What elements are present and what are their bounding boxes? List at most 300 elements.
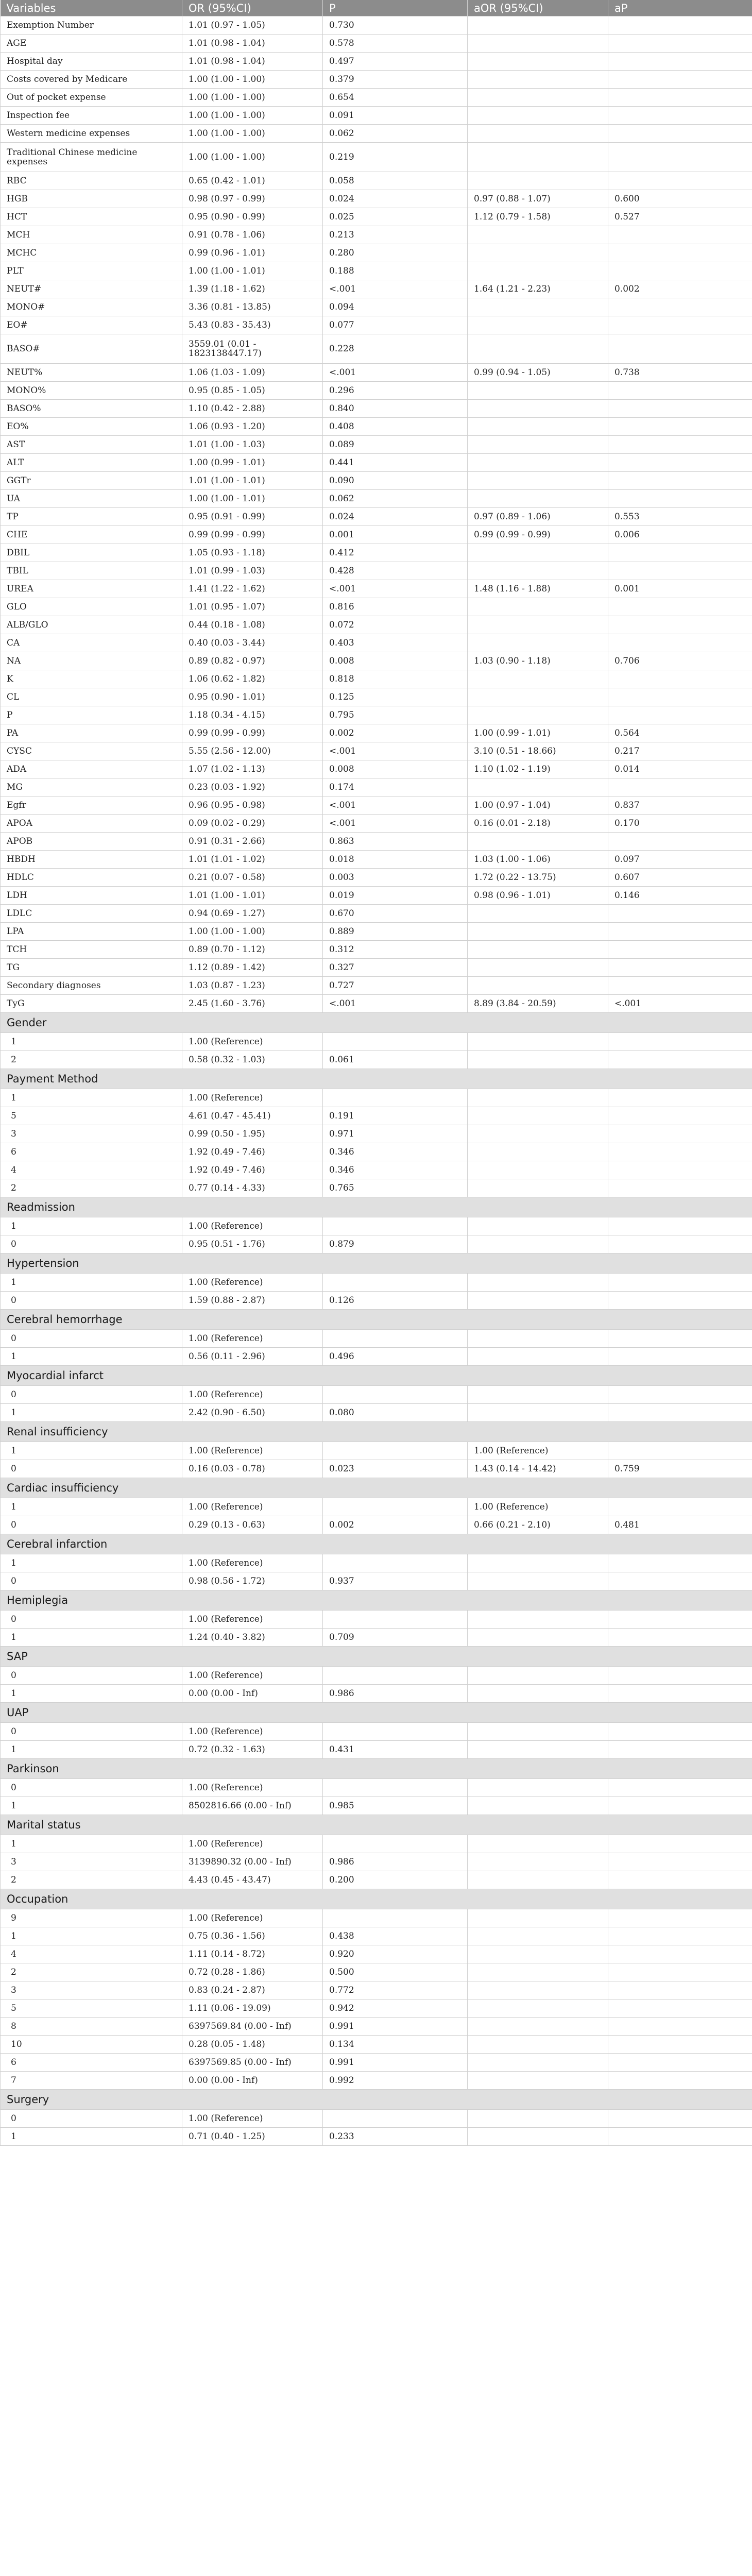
aor-cell bbox=[468, 959, 608, 977]
level-row bbox=[1, 1779, 752, 1797]
p-value-cell: 0.730 bbox=[323, 16, 468, 35]
variable-cell: MONO# bbox=[1, 298, 182, 316]
category-row bbox=[1, 1310, 752, 1330]
or-cell: 1.07 (1.02 - 1.13) bbox=[182, 760, 323, 778]
aor-cell bbox=[468, 1927, 608, 1945]
variable-cell: MG bbox=[1, 778, 182, 796]
variable-row bbox=[1, 400, 752, 418]
p-value-cell: 0.023 bbox=[323, 1460, 468, 1478]
variable-cell: 1 bbox=[1, 1089, 182, 1107]
p-value-cell: 0.062 bbox=[323, 490, 468, 508]
level-row bbox=[1, 1853, 752, 1871]
p-value-cell: 0.191 bbox=[323, 1107, 468, 1125]
aor-cell bbox=[468, 298, 608, 316]
variable-row bbox=[1, 887, 752, 905]
p-value-cell: 0.500 bbox=[323, 1963, 468, 1981]
aor-cell bbox=[468, 1051, 608, 1069]
or-cell: 0.28 (0.05 - 1.48) bbox=[182, 2036, 323, 2054]
aor-cell bbox=[468, 1386, 608, 1404]
variable-cell: AST bbox=[1, 436, 182, 454]
variable-row bbox=[1, 526, 752, 544]
variable-row bbox=[1, 364, 752, 382]
variable-row bbox=[1, 472, 752, 490]
variable-cell: 2 bbox=[1, 1179, 182, 1197]
variable-cell: Inspection fee bbox=[1, 107, 182, 125]
ap-value-cell bbox=[608, 418, 752, 436]
level-row bbox=[1, 1161, 752, 1179]
variable-cell: 0 bbox=[1, 1723, 182, 1741]
variable-cell: DBIL bbox=[1, 544, 182, 562]
variable-row bbox=[1, 125, 752, 143]
or-cell: 1.00 (1.00 - 1.00) bbox=[182, 923, 323, 941]
variable-row bbox=[1, 89, 752, 107]
variable-cell: Traditional Chinese medicine expenses bbox=[1, 143, 182, 172]
variable-cell: Egfr bbox=[1, 796, 182, 815]
level-row bbox=[1, 2072, 752, 2090]
or-cell: 1.00 (1.00 - 1.00) bbox=[182, 107, 323, 125]
variable-row bbox=[1, 634, 752, 652]
category-label: Payment Method bbox=[1, 1069, 752, 1089]
or-cell: 1.00 (Reference) bbox=[182, 1033, 323, 1051]
ap-value-cell bbox=[608, 262, 752, 280]
p-value-cell: 0.654 bbox=[323, 89, 468, 107]
p-value-cell: <.001 bbox=[323, 580, 468, 598]
variable-row bbox=[1, 382, 752, 400]
ap-value-cell bbox=[608, 490, 752, 508]
aor-cell bbox=[468, 1871, 608, 1889]
p-value-cell: 0.219 bbox=[323, 143, 468, 172]
variable-cell: TBIL bbox=[1, 562, 182, 580]
level-row bbox=[1, 1723, 752, 1741]
aor-cell: 1.12 (0.79 - 1.58) bbox=[468, 208, 608, 226]
ap-value-cell bbox=[608, 1741, 752, 1759]
p-value-cell: 0.818 bbox=[323, 670, 468, 688]
aor-cell bbox=[468, 226, 608, 244]
variable-cell: GLO bbox=[1, 598, 182, 616]
variable-cell: 0 bbox=[1, 1611, 182, 1629]
p-value-cell bbox=[323, 1667, 468, 1685]
ap-value-cell bbox=[608, 544, 752, 562]
or-cell: 1.01 (0.95 - 1.07) bbox=[182, 598, 323, 616]
variable-cell: LPA bbox=[1, 923, 182, 941]
aor-cell bbox=[468, 2128, 608, 2146]
p-value-cell: 0.670 bbox=[323, 905, 468, 923]
p-value-cell: 0.412 bbox=[323, 544, 468, 562]
p-value-cell: 0.280 bbox=[323, 244, 468, 262]
aor-cell bbox=[468, 1235, 608, 1253]
variable-row bbox=[1, 143, 752, 172]
p-value-cell: 0.379 bbox=[323, 71, 468, 89]
aor-cell bbox=[468, 778, 608, 796]
ap-value-cell bbox=[608, 1554, 752, 1572]
ap-value-cell bbox=[608, 1442, 752, 1460]
p-value-cell: 0.008 bbox=[323, 760, 468, 778]
or-cell: 1.00 (Reference) bbox=[182, 1442, 323, 1460]
or-cell: 0.72 (0.28 - 1.86) bbox=[182, 1963, 323, 1981]
variable-cell: 6 bbox=[1, 1143, 182, 1161]
or-cell: 0.95 (0.51 - 1.76) bbox=[182, 1235, 323, 1253]
variable-cell: AGE bbox=[1, 35, 182, 53]
or-cell: 1.00 (Reference) bbox=[182, 1779, 323, 1797]
variable-cell: K bbox=[1, 670, 182, 688]
ap-value-cell bbox=[608, 143, 752, 172]
ap-value-cell bbox=[608, 244, 752, 262]
ap-value-cell: 0.481 bbox=[608, 1516, 752, 1534]
aor-cell bbox=[468, 1143, 608, 1161]
p-value-cell: 0.126 bbox=[323, 1292, 468, 1310]
p-value-cell: 0.431 bbox=[323, 1741, 468, 1759]
level-row bbox=[1, 1572, 752, 1590]
p-value-cell: 0.709 bbox=[323, 1629, 468, 1647]
or-cell: 0.29 (0.13 - 0.63) bbox=[182, 1516, 323, 1534]
or-cell: 0.58 (0.32 - 1.03) bbox=[182, 1051, 323, 1069]
variable-cell: BASO# bbox=[1, 334, 182, 364]
p-value-cell: 0.816 bbox=[323, 598, 468, 616]
aor-cell bbox=[468, 71, 608, 89]
p-value-cell: 0.986 bbox=[323, 1685, 468, 1703]
p-value-cell bbox=[323, 1611, 468, 1629]
variable-cell: 1 bbox=[1, 1033, 182, 1051]
or-cell: 0.21 (0.07 - 0.58) bbox=[182, 869, 323, 887]
p-value-cell: 0.001 bbox=[323, 526, 468, 544]
p-value-cell: 0.795 bbox=[323, 706, 468, 724]
aor-cell bbox=[468, 1572, 608, 1590]
variable-row bbox=[1, 490, 752, 508]
level-row bbox=[1, 1089, 752, 1107]
variable-row bbox=[1, 35, 752, 53]
aor-cell: 0.16 (0.01 - 2.18) bbox=[468, 815, 608, 833]
ap-value-cell bbox=[608, 1723, 752, 1741]
ap-value-cell bbox=[608, 833, 752, 851]
or-cell: 1.01 (0.98 - 1.04) bbox=[182, 53, 323, 71]
variable-row bbox=[1, 598, 752, 616]
or-cell: 0.75 (0.36 - 1.56) bbox=[182, 1927, 323, 1945]
category-label: Myocardial infarct bbox=[1, 1366, 752, 1386]
aor-cell bbox=[468, 1107, 608, 1125]
ap-value-cell bbox=[608, 1963, 752, 1981]
variable-row bbox=[1, 995, 752, 1013]
variable-cell: 1 bbox=[1, 1741, 182, 1759]
ap-value-cell: 0.564 bbox=[608, 724, 752, 742]
variable-cell: 0 bbox=[1, 1516, 182, 1534]
p-value-cell: 0.024 bbox=[323, 190, 468, 208]
ap-value-cell: 0.006 bbox=[608, 526, 752, 544]
variable-cell: HDLC bbox=[1, 869, 182, 887]
p-value-cell bbox=[323, 1909, 468, 1927]
level-row bbox=[1, 1554, 752, 1572]
aor-cell bbox=[468, 1292, 608, 1310]
variable-cell: 0 bbox=[1, 2110, 182, 2128]
or-cell: 0.09 (0.02 - 0.29) bbox=[182, 815, 323, 833]
ap-value-cell bbox=[608, 1143, 752, 1161]
ap-value-cell bbox=[608, 1051, 752, 1069]
p-value-cell: 0.174 bbox=[323, 778, 468, 796]
p-value-cell: <.001 bbox=[323, 364, 468, 382]
level-row bbox=[1, 1051, 752, 1069]
variable-cell: 1 bbox=[1, 1629, 182, 1647]
variable-row bbox=[1, 190, 752, 208]
variable-cell: 1 bbox=[1, 1685, 182, 1703]
aor-cell bbox=[468, 262, 608, 280]
header-row bbox=[1, 0, 752, 16]
aor-cell bbox=[468, 490, 608, 508]
ap-value-cell bbox=[608, 53, 752, 71]
aor-cell bbox=[468, 616, 608, 634]
column-header-aor: aOR (95%CI) bbox=[468, 0, 608, 16]
variable-cell: UREA bbox=[1, 580, 182, 598]
ap-value-cell bbox=[608, 382, 752, 400]
variable-cell: CHE bbox=[1, 526, 182, 544]
aor-cell bbox=[468, 2072, 608, 2090]
or-cell: 1.06 (0.93 - 1.20) bbox=[182, 418, 323, 436]
aor-cell bbox=[468, 1404, 608, 1422]
ap-value-cell bbox=[608, 298, 752, 316]
ap-value-cell: <.001 bbox=[608, 995, 752, 1013]
aor-cell: 3.10 (0.51 - 18.66) bbox=[468, 742, 608, 760]
or-cell: 1.00 (Reference) bbox=[182, 1217, 323, 1235]
aor-cell bbox=[468, 1611, 608, 1629]
ap-value-cell bbox=[608, 1217, 752, 1235]
level-row bbox=[1, 2054, 752, 2072]
p-value-cell: 0.213 bbox=[323, 226, 468, 244]
ap-value-cell bbox=[608, 1404, 752, 1422]
ap-value-cell bbox=[608, 436, 752, 454]
ap-value-cell bbox=[608, 1348, 752, 1366]
or-cell: 1.06 (1.03 - 1.09) bbox=[182, 364, 323, 382]
aor-cell bbox=[468, 2036, 608, 2054]
p-value-cell: 0.058 bbox=[323, 172, 468, 190]
variable-row bbox=[1, 616, 752, 634]
variable-cell: EO% bbox=[1, 418, 182, 436]
variable-cell: Out of pocket expense bbox=[1, 89, 182, 107]
variable-cell: LDLC bbox=[1, 905, 182, 923]
or-cell: 6397569.84 (0.00 - Inf) bbox=[182, 2018, 323, 2036]
p-value-cell: 0.090 bbox=[323, 472, 468, 490]
aor-cell bbox=[468, 382, 608, 400]
aor-cell bbox=[468, 1089, 608, 1107]
or-cell: 1.00 (1.00 - 1.01) bbox=[182, 262, 323, 280]
p-value-cell: 0.089 bbox=[323, 436, 468, 454]
variable-cell: 6 bbox=[1, 2054, 182, 2072]
p-value-cell: 0.441 bbox=[323, 454, 468, 472]
ap-value-cell: 0.170 bbox=[608, 815, 752, 833]
ap-value-cell: 0.217 bbox=[608, 742, 752, 760]
aor-cell bbox=[468, 2054, 608, 2072]
level-row bbox=[1, 1348, 752, 1366]
or-cell: 0.44 (0.18 - 1.08) bbox=[182, 616, 323, 634]
aor-cell bbox=[468, 905, 608, 923]
aor-cell bbox=[468, 544, 608, 562]
variable-cell: 2 bbox=[1, 1871, 182, 1889]
variable-row bbox=[1, 334, 752, 364]
p-value-cell: 0.134 bbox=[323, 2036, 468, 2054]
level-row bbox=[1, 1404, 752, 1422]
aor-cell: 1.00 (Reference) bbox=[468, 1498, 608, 1516]
variable-cell: Western medicine expenses bbox=[1, 125, 182, 143]
p-value-cell bbox=[323, 1835, 468, 1853]
ap-value-cell bbox=[608, 2072, 752, 2090]
or-cell: 1.01 (1.00 - 1.01) bbox=[182, 887, 323, 905]
ap-value-cell bbox=[608, 598, 752, 616]
or-cell: 1.10 (0.42 - 2.88) bbox=[182, 400, 323, 418]
p-value-cell bbox=[323, 1554, 468, 1572]
variable-cell: 8 bbox=[1, 2018, 182, 2036]
level-row bbox=[1, 1235, 752, 1253]
variable-cell: LDH bbox=[1, 887, 182, 905]
level-row bbox=[1, 2128, 752, 2146]
variable-cell: PLT bbox=[1, 262, 182, 280]
variable-row bbox=[1, 742, 752, 760]
level-row bbox=[1, 1143, 752, 1161]
ap-value-cell bbox=[608, 562, 752, 580]
aor-cell bbox=[468, 977, 608, 995]
aor-cell bbox=[468, 16, 608, 35]
or-cell: 3139890.32 (0.00 - Inf) bbox=[182, 1853, 323, 1871]
or-cell: 1.92 (0.49 - 7.46) bbox=[182, 1143, 323, 1161]
p-value-cell: 0.080 bbox=[323, 1404, 468, 1422]
variable-row bbox=[1, 508, 752, 526]
aor-cell bbox=[468, 1348, 608, 1366]
aor-cell: 1.00 (0.97 - 1.04) bbox=[468, 796, 608, 815]
p-value-cell bbox=[323, 1330, 468, 1348]
variable-cell: HBDH bbox=[1, 851, 182, 869]
variable-row bbox=[1, 688, 752, 706]
category-label: UAP bbox=[1, 1703, 752, 1723]
ap-value-cell: 0.097 bbox=[608, 851, 752, 869]
ap-value-cell bbox=[608, 670, 752, 688]
variable-cell: 9 bbox=[1, 1909, 182, 1927]
p-value-cell: 0.727 bbox=[323, 977, 468, 995]
level-row bbox=[1, 1330, 752, 1348]
p-value-cell: 0.991 bbox=[323, 2018, 468, 2036]
p-value-cell: 0.312 bbox=[323, 941, 468, 959]
p-value-cell: 0.296 bbox=[323, 382, 468, 400]
variable-cell: 1 bbox=[1, 1835, 182, 1853]
variable-cell: CL bbox=[1, 688, 182, 706]
level-row bbox=[1, 1179, 752, 1197]
p-value-cell: 0.025 bbox=[323, 208, 468, 226]
or-cell: 6397569.85 (0.00 - Inf) bbox=[182, 2054, 323, 2072]
level-row bbox=[1, 1516, 752, 1534]
or-cell: 1.59 (0.88 - 2.87) bbox=[182, 1292, 323, 1310]
category-label: SAP bbox=[1, 1647, 752, 1667]
aor-cell bbox=[468, 634, 608, 652]
aor-cell bbox=[468, 472, 608, 490]
level-row bbox=[1, 1611, 752, 1629]
p-value-cell: <.001 bbox=[323, 796, 468, 815]
p-value-cell: 0.091 bbox=[323, 107, 468, 125]
or-cell: 0.95 (0.91 - 0.99) bbox=[182, 508, 323, 526]
p-value-cell: 0.986 bbox=[323, 1853, 468, 1871]
ap-value-cell: 0.837 bbox=[608, 796, 752, 815]
level-row bbox=[1, 1797, 752, 1815]
aor-cell bbox=[468, 1330, 608, 1348]
p-value-cell: 0.061 bbox=[323, 1051, 468, 1069]
variable-cell: 1 bbox=[1, 1797, 182, 1815]
variable-cell: TG bbox=[1, 959, 182, 977]
aor-cell bbox=[468, 1999, 608, 2018]
or-cell: 1.12 (0.89 - 1.42) bbox=[182, 959, 323, 977]
variable-row bbox=[1, 580, 752, 598]
variable-cell: 1 bbox=[1, 2128, 182, 2146]
p-value-cell: 0.920 bbox=[323, 1945, 468, 1963]
aor-cell bbox=[468, 1685, 608, 1703]
ap-value-cell: 0.738 bbox=[608, 364, 752, 382]
p-value-cell: 0.200 bbox=[323, 1871, 468, 1889]
or-cell: 0.95 (0.85 - 1.05) bbox=[182, 382, 323, 400]
level-row bbox=[1, 1460, 752, 1478]
category-row bbox=[1, 1366, 752, 1386]
variable-cell: 1 bbox=[1, 1217, 182, 1235]
category-row bbox=[1, 1422, 752, 1442]
variable-cell: ALB/GLO bbox=[1, 616, 182, 634]
p-value-cell bbox=[323, 1217, 468, 1235]
or-cell: 0.95 (0.90 - 0.99) bbox=[182, 208, 323, 226]
variable-cell: BASO% bbox=[1, 400, 182, 418]
level-row bbox=[1, 1125, 752, 1143]
variable-cell: TCH bbox=[1, 941, 182, 959]
ap-value-cell bbox=[608, 172, 752, 190]
or-cell: 5.43 (0.83 - 35.43) bbox=[182, 316, 323, 334]
variable-row bbox=[1, 778, 752, 796]
or-cell: 0.89 (0.82 - 0.97) bbox=[182, 652, 323, 670]
p-value-cell: 0.879 bbox=[323, 1235, 468, 1253]
variable-row bbox=[1, 977, 752, 995]
ap-value-cell: 0.759 bbox=[608, 1460, 752, 1478]
variable-cell: Exemption Number bbox=[1, 16, 182, 35]
or-cell: 0.00 (0.00 - Inf) bbox=[182, 1685, 323, 1703]
ap-value-cell bbox=[608, 959, 752, 977]
variable-cell: TP bbox=[1, 508, 182, 526]
variable-row bbox=[1, 562, 752, 580]
p-value-cell bbox=[323, 1033, 468, 1051]
or-cell: 1.18 (0.34 - 4.15) bbox=[182, 706, 323, 724]
ap-value-cell: 0.527 bbox=[608, 208, 752, 226]
variable-cell: HGB bbox=[1, 190, 182, 208]
p-value-cell: 0.024 bbox=[323, 508, 468, 526]
category-row bbox=[1, 1013, 752, 1033]
or-cell: 5.55 (2.56 - 12.00) bbox=[182, 742, 323, 760]
variable-cell: RBC bbox=[1, 172, 182, 190]
p-value-cell: 0.188 bbox=[323, 262, 468, 280]
p-value-cell: 0.863 bbox=[323, 833, 468, 851]
ap-value-cell bbox=[608, 107, 752, 125]
aor-cell bbox=[468, 1741, 608, 1759]
level-row bbox=[1, 1386, 752, 1404]
or-cell: 0.99 (0.96 - 1.01) bbox=[182, 244, 323, 262]
aor-cell bbox=[468, 172, 608, 190]
or-cell: 4.61 (0.47 - 45.41) bbox=[182, 1107, 323, 1125]
ap-value-cell bbox=[608, 1909, 752, 1927]
or-cell: 0.95 (0.90 - 1.01) bbox=[182, 688, 323, 706]
category-label: Cardiac insufficiency bbox=[1, 1478, 752, 1498]
category-row bbox=[1, 1759, 752, 1779]
ap-value-cell bbox=[608, 1179, 752, 1197]
or-cell: 0.16 (0.03 - 0.78) bbox=[182, 1460, 323, 1478]
or-cell: 8502816.66 (0.00 - Inf) bbox=[182, 1797, 323, 1815]
or-cell: 1.00 (Reference) bbox=[182, 1723, 323, 1741]
ap-value-cell bbox=[608, 1685, 752, 1703]
aor-cell bbox=[468, 244, 608, 262]
variable-row bbox=[1, 851, 752, 869]
ap-value-cell bbox=[608, 1981, 752, 1999]
category-label: Occupation bbox=[1, 1889, 752, 1909]
variable-cell: 0 bbox=[1, 1667, 182, 1685]
or-cell: 4.43 (0.45 - 43.47) bbox=[182, 1871, 323, 1889]
variable-row bbox=[1, 436, 752, 454]
variable-row bbox=[1, 298, 752, 316]
aor-cell: 1.00 (0.99 - 1.01) bbox=[468, 724, 608, 742]
